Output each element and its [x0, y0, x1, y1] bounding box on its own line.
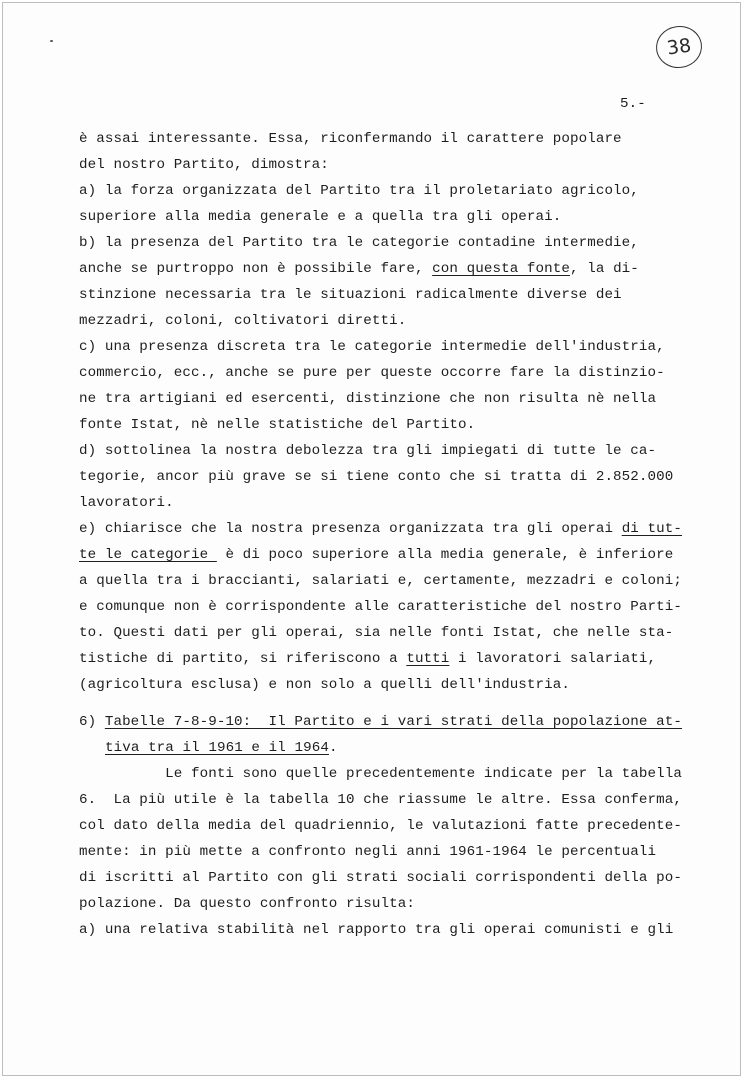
paper-speck [50, 40, 53, 42]
text-line: 6. La più utile è la tabella 10 che riassume le altre. Essa conferma, [79, 792, 682, 808]
text-segment: è di poco superiore alla media generale, è inferiore [216, 547, 674, 563]
text-line [79, 651, 656, 668]
text-line: lavoratori. [79, 495, 174, 511]
text-line: mezzadri, coloni, coltivatori diretti. [79, 313, 407, 329]
text-line: tegorie, ancor più grave se si tiene conto che si tratta di 2.852.000 [79, 469, 674, 485]
text-line: del nostro Partito, dimostra: [79, 157, 329, 173]
text-line: stinzione necessaria tra le situazioni radicalmente diverse dei [79, 287, 622, 303]
text-line: è assai interessante. Essa, riconfermando il carattere popolare [79, 131, 622, 147]
text-segment: . [328, 740, 338, 756]
text-line: a) una relativa stabilità nel rapporto tra gli operai comunisti e gli [79, 922, 674, 938]
text-segment: , la di- [570, 261, 639, 277]
text-segment: e) chiarisce che la nostra presenza organizzata tra gli operai [79, 521, 622, 537]
text-segment: 6) [79, 714, 105, 730]
underlined-phrase: tutti [406, 651, 450, 667]
text-line: (agricoltura esclusa) e non solo a quelli dell'industria. [79, 677, 570, 693]
text-line: to. Questi dati per gli operai, sia nelle fonti Istat, che nelle sta- [79, 625, 674, 641]
text-segment: tistiche di partito, si riferiscono a [79, 651, 407, 667]
section-heading-line [105, 740, 338, 757]
section-heading: tiva tra il 1961 e il 1964 [105, 740, 329, 756]
text-line: c) una presenza discreta tra le categorie intermedie dell'industria, [79, 339, 665, 355]
page-number: 5.- [620, 96, 646, 112]
text-line: a quella tra i braccianti, salariati e, certamente, mezzadri e coloni; [79, 573, 682, 589]
text-line [79, 521, 682, 538]
text-line: d) sottolinea la nostra debolezza tra gli impiegati di tutte le ca- [79, 443, 657, 459]
text-line: b) la presenza del Partito tra le categorie contadine intermedie, [79, 235, 639, 251]
section-heading: Tabelle 7-8-9-10: Il Partito e i vari strati della popolazione at- [104, 714, 682, 730]
text-line: mente: in più mette a confronto negli anni 1961-1964 le percentuali [79, 844, 657, 860]
text-line [79, 261, 639, 278]
underlined-phrase: di tut- [621, 521, 682, 537]
text-line: di iscritti al Partito con gli strati sociali corrispondenti della po- [79, 870, 682, 886]
text-line: commercio, ecc., anche se pure per queste occorre fare la distinzio- [79, 365, 665, 381]
underlined-phrase: te le categorie [79, 547, 217, 563]
text-segment: anche se purtroppo non è possibile fare, [79, 261, 433, 277]
text-line [79, 547, 673, 564]
section-heading-line [79, 714, 682, 731]
text-line: a) la forza organizzata del Partito tra il proletariato agricolo, [79, 183, 639, 199]
text-line: e comunque non è corrispondente alle caratteristiche del nostro Parti- [79, 599, 682, 615]
text-line: Le fonti sono quelle precedentemente indicate per la tabella [79, 766, 682, 782]
text-line: polazione. Da questo confronto risulta: [79, 896, 415, 912]
text-line: col dato della media del quadriennio, le valutazioni fatte precedente- [79, 818, 682, 834]
text-line: fonte Istat, nè nelle statistiche del Partito. [79, 417, 476, 433]
text-line: superiore alla media generale e a quella tra gli operai. [79, 209, 562, 225]
text-line: ne tra artigiani ed esercenti, distinzione che non risulta nè nella [79, 391, 657, 407]
stamp-number: 38 [665, 34, 693, 60]
text-segment: i lavoratori salariati, [449, 651, 657, 667]
underlined-phrase: con questa fonte [432, 261, 570, 277]
